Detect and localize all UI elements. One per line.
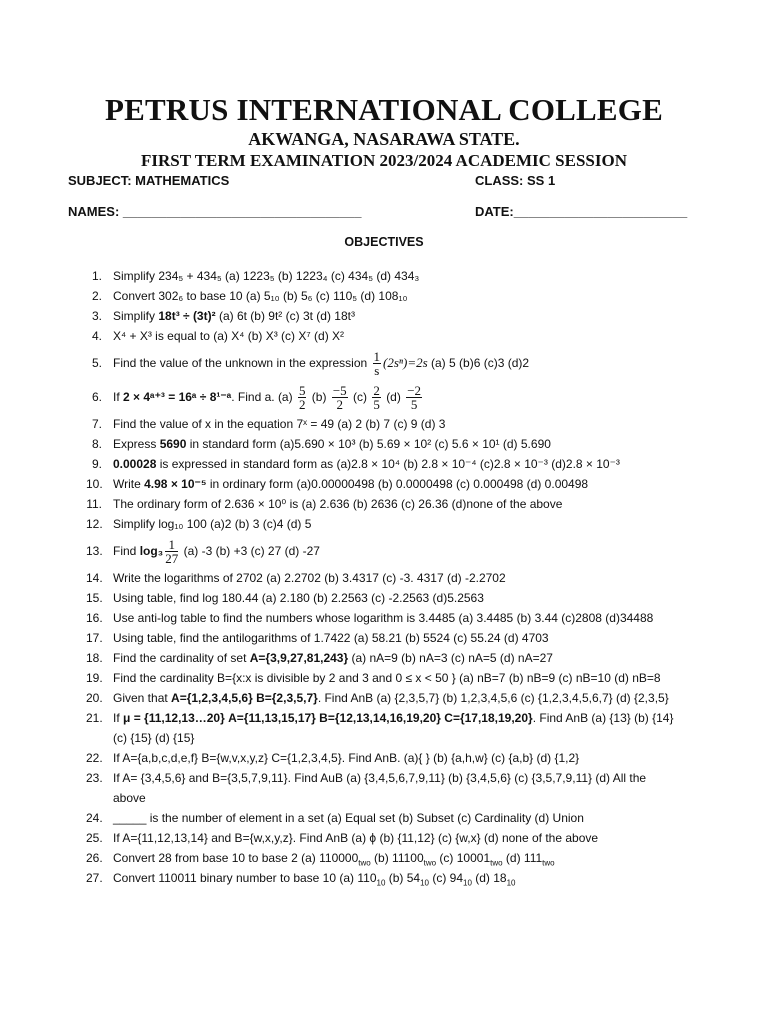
- question-number: 14.: [86, 571, 103, 585]
- question-20: [86, 688, 726, 708]
- question-number: 1.: [91, 269, 102, 283]
- question-5: [86, 346, 726, 380]
- names-field: NAMES: _________________________________: [68, 204, 362, 219]
- fraction: [165, 538, 178, 565]
- question-bold-text: A={1,2,3,4,5,6} B={2,3,5,7}: [171, 691, 318, 705]
- question-text: _____ is the number of element in a set (a) Equal set (b) Subset (c) Cardinality (d) Union: [113, 811, 584, 825]
- school-location: AKWANGA, NASARAWA STATE.: [248, 129, 520, 149]
- question-text: Find: [113, 544, 140, 558]
- fraction-denominator: 2: [336, 397, 343, 413]
- question-16: [86, 608, 726, 628]
- fraction-numerator: 1: [165, 538, 178, 552]
- subscript: 10: [420, 878, 429, 888]
- fraction-numerator: 5: [298, 383, 306, 399]
- fraction-denominator: s: [374, 363, 380, 379]
- question-text: Simplify log₁₀ 100 (a)2 (b) 3 (c)4 (d) 5: [113, 517, 312, 531]
- question-bold-text: 4.98 × 10⁻⁵: [144, 477, 207, 491]
- question-22: [86, 748, 726, 768]
- question-number: 10.: [86, 477, 103, 491]
- option-b-fraction: [332, 384, 348, 411]
- question-text: Find the cardinality of set: [113, 651, 250, 665]
- question-options-continued: (c) {15} (d) {15}: [113, 731, 195, 745]
- option-c-fraction: [372, 384, 381, 411]
- question-text: Using table, find log 180.44 (a) 2.180 (b) 2.2563 (c) -2.2563 (d)5.2563: [113, 591, 484, 605]
- question-number: 2.: [91, 289, 102, 303]
- question-number: 8.: [91, 437, 102, 451]
- question-text: Convert 302₆ to base 10 (a) 5₁₀ (b) 5₆ (c) 110₅ (d) 108₁₀: [113, 289, 408, 303]
- fraction-numerator: −5: [332, 383, 347, 399]
- question-bold-text: A={3,9,27,81,243}: [249, 651, 349, 665]
- question-text: Write the logarithms of 2702 (a) 2.2702 (b) 3.4317 (c) -3. 4317 (d) -2.2702: [113, 571, 506, 585]
- subject-label: SUBJECT: MATHEMATICS: [68, 173, 230, 188]
- question-text-mid: . Find a. (a): [231, 390, 293, 404]
- question-bold-text: μ = {11,12,13…20} A={11,13,15,17} B={12,13,14,16,19,20} C={17,18,19,20}: [123, 711, 533, 725]
- question-text-part: (d) 18: [471, 871, 507, 885]
- question-options: (a) -3 (b) +3 (c) 27 (d) -27: [180, 544, 320, 558]
- question-18: [86, 648, 726, 668]
- question-text: If A={a,b,c,d,e,f} B={w,v,x,y,z} C={1,2,3,4,5}. Find AnB. (a){ } (b) {a,h,w} (c) {a,b} (d) {1,2}: [113, 751, 580, 765]
- question-options: (a) 6t (b) 9t² (c) 3t (d) 18t³: [215, 309, 355, 323]
- question-number: 16.: [86, 611, 103, 625]
- question-text-part: (d) 111: [502, 851, 543, 865]
- question-10: [86, 474, 726, 494]
- section-title: OBJECTIVES: [344, 235, 424, 249]
- subscript: 10: [376, 878, 386, 888]
- question-text: If A={11,12,13,14} and B={w,x,y,z}. Find AnB (a) ϕ (b) {11,12} (c) {w,x} (d) none of the above: [113, 831, 599, 845]
- question-2: [86, 286, 726, 306]
- option-d-fraction: [406, 384, 422, 411]
- question-3: [86, 306, 726, 326]
- option-a-fraction: [298, 384, 307, 411]
- option-c-label: (c): [353, 390, 367, 404]
- question-number: 15.: [86, 591, 103, 605]
- fraction: [373, 350, 382, 377]
- question-14: [86, 568, 726, 588]
- question-number: 9.: [91, 457, 102, 471]
- question-11: [86, 494, 726, 514]
- question-options: (a) nA=9 (b) nA=3 (c) nA=5 (d) nA=27: [348, 651, 553, 665]
- question-number: 21.: [86, 711, 103, 725]
- question-text: X⁴ + X³ is equal to (a) X⁴ (b) X³ (c) X⁷ (d) X²: [113, 329, 345, 343]
- question-text: Using table, find the antilogarithms of 1.7422 (a) 58.21 (b) 5524 (c) 55.24 (d) 4703: [113, 631, 549, 645]
- question-19: [86, 668, 726, 688]
- question-bold-text: 18t³ ÷ (3t)²: [158, 309, 216, 323]
- fraction-denominator: 5: [373, 397, 380, 413]
- question-number: 26.: [86, 851, 103, 865]
- question-text: Simplify: [113, 309, 159, 323]
- question-text: Find the value of the unknown in the expression: [113, 356, 368, 370]
- subscript: 10: [463, 878, 472, 888]
- question-number: 13.: [86, 544, 103, 558]
- question-6: [86, 380, 726, 414]
- fraction-numerator: 1: [373, 349, 381, 365]
- option-b-label: (b): [311, 390, 327, 404]
- fraction-denominator: 27: [165, 551, 179, 567]
- question-text: Express: [113, 437, 160, 451]
- question-text: The ordinary form of 2.636 × 10⁰ is (a) 2.636 (b) 2636 (c) 26.36 (d)none of the above: [113, 497, 563, 511]
- question-bold-text: 0.00028: [113, 457, 157, 471]
- question-number: 23.: [86, 771, 103, 785]
- option-d-label: (d): [386, 390, 401, 404]
- question-4: [86, 326, 726, 346]
- question-text: Convert 28 from base 10 to base 2 (a) 110000: [113, 851, 359, 865]
- question-13: [86, 534, 726, 568]
- question-number: 20.: [86, 691, 103, 705]
- question-25: [86, 828, 726, 848]
- subscript: 10: [506, 878, 516, 888]
- question-number: 7.: [91, 417, 102, 431]
- question-15: [86, 588, 726, 608]
- question-text-part: (b) 11100: [370, 851, 424, 865]
- fraction-denominator: 2: [298, 397, 306, 413]
- question-options: (a) 5 (b)6 (c)3 (d)2: [431, 356, 530, 370]
- question-text: If: [113, 390, 124, 404]
- question-text-part: (c) 94: [429, 871, 464, 885]
- question-text: Find the cardinality B={x:x is divisible by 2 and 3 and 0 ≤ x < 50 } (a) nB=7 (b) nB=9 (c) nB=10 (d) nB=8: [113, 671, 661, 685]
- fraction-numerator: −2: [407, 383, 422, 399]
- question-number: 18.: [86, 651, 103, 665]
- question-number: 11.: [86, 497, 102, 511]
- question-options-continued: above: [113, 791, 146, 805]
- question-21: [86, 708, 726, 748]
- question-number: 27.: [86, 871, 103, 885]
- question-text: Given that: [113, 691, 172, 705]
- class-label: CLASS: SS 1: [475, 173, 556, 188]
- question-bold-text: log₃: [139, 544, 164, 558]
- exam-title: FIRST TERM EXAMINATION 2023/2024 ACADEMIC SESSION: [141, 151, 627, 170]
- question-number: 19.: [86, 671, 103, 685]
- question-12: [86, 514, 726, 534]
- fraction-numerator: 2: [373, 383, 380, 399]
- question-number: 4.: [91, 329, 102, 343]
- question-options: in standard form (a)5.690 × 10³ (b) 5.69 × 10² (c) 5.6 × 10¹ (d) 5.690: [186, 437, 551, 451]
- question-number: 17.: [86, 631, 103, 645]
- question-23: [86, 768, 726, 808]
- question-1: [86, 266, 726, 286]
- subscript: two: [358, 858, 371, 868]
- question-text: Write: [113, 477, 145, 491]
- date-field: DATE:________________________: [475, 204, 688, 219]
- question-17: [86, 628, 726, 648]
- question-text: Convert 110011 binary number to base 10 (a) 110: [113, 871, 377, 885]
- question-7: [86, 414, 726, 434]
- subscript: two: [490, 858, 503, 868]
- question-list: [86, 266, 726, 888]
- question-24: [86, 808, 726, 828]
- question-bold-text: 2 × 4ᵃ⁺³ = 16ᵃ ÷ 8¹⁻ᵃ: [123, 390, 232, 404]
- question-number: 24.: [86, 811, 103, 825]
- question-options: in ordinary form (a)0.00000498 (b) 0.0000498 (c) 0.000498 (d) 0.00498: [206, 477, 589, 491]
- question-number: 3.: [91, 309, 102, 323]
- question-bold-text: 5690: [159, 437, 187, 451]
- question-options: . Find AnB (a) {2,3,5,7} (b) 1,2,3,4,5,6 (c) {1,2,3,4,5,6,7} (d) {2,3,5}: [317, 691, 669, 705]
- question-number: 5.: [91, 356, 102, 370]
- question-text: Use anti-log table to find the numbers whose logarithm is 3.4485 (a) 3.4485 (b) 3.44 (c)2808 (d)34488: [113, 611, 654, 625]
- question-text: If A= {3,4,5,6} and B={3,5,7,9,11}. Find AuB (a) {3,4,5,6,7,9,11} (b) {3,4,5,6} (c) {3,5,7,9,11} (d) All the: [113, 771, 647, 785]
- question-number: 12.: [86, 517, 103, 531]
- question-options: is expressed in standard form as (a)2.8 × 10⁴ (b) 2.8 × 10⁻⁴ (c)2.8 × 10⁻³ (d)2.8 × 10⁻³: [156, 457, 620, 471]
- question-text: Find the value of x in the equation 7ˣ = 49 (a) 2 (b) 7 (c) 9 (d) 3: [113, 417, 446, 431]
- question-text: If: [113, 711, 124, 725]
- question-number: 6.: [91, 390, 102, 404]
- question-text-part: (b) 54: [385, 871, 421, 885]
- question-26: [86, 848, 726, 868]
- question-number: 25.: [86, 831, 103, 845]
- question-options: . Find AnB (a) {13} (b) {14}: [532, 711, 674, 725]
- school-name: PETRUS INTERNATIONAL COLLEGE: [105, 92, 663, 127]
- question-text: Simplify 234₅ + 434₅ (a) 1223₅ (b) 1223₄ (c) 434₅ (d) 434₃: [113, 269, 420, 283]
- question-8: [86, 434, 726, 454]
- subscript: two: [542, 858, 555, 868]
- question-27: [86, 868, 726, 888]
- question-number: 22.: [86, 751, 103, 765]
- math-expression: (2sⁿ)=2s: [383, 355, 428, 370]
- fraction-denominator: 5: [410, 397, 418, 413]
- question-9: [86, 454, 726, 474]
- subscript: two: [423, 858, 437, 868]
- question-text-part: (c) 10001: [436, 851, 491, 865]
